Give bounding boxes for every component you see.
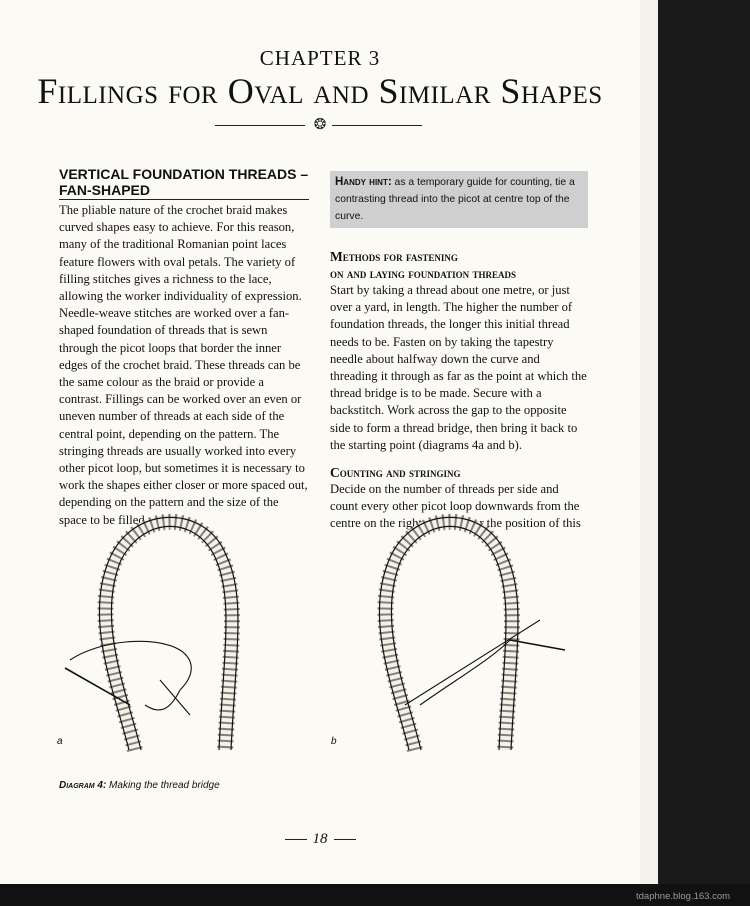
- diagram-label-b: b: [331, 736, 337, 747]
- page-number: [0, 831, 640, 848]
- subheading-methods: [330, 248, 588, 282]
- caption-text: Making the thread bridge: [106, 780, 220, 791]
- section-heading-line1: VERTICAL FOUNDATION THREADS –: [59, 166, 309, 182]
- right-column: [330, 171, 588, 533]
- diagram-label-a: a: [57, 736, 63, 747]
- watermark: tdaphne.blog.163.com: [636, 891, 731, 902]
- subheading-counting: Counting and stringing: [330, 465, 461, 481]
- chapter-label: CHAPTER 3: [259, 46, 381, 70]
- methods-paragraph: Start by taking a thread about one metre, or just over a yard, in length. The higher the number of foundation threads, the longer this initial thread needs to be. Fasten on by taking the tapestry needle about halfway down the curve and threading it through as far as the point at which the thread bridge is to be made. Secure with a backstitch. Work across the gap to the opposite side to form a thread bridge, then bring it back to the starting point (diagrams 4a and b).: [330, 283, 587, 452]
- hint-text: as a temporary guide for counting, tie a contrasting thread into the picot at centre top of the curve.: [335, 177, 575, 222]
- intro-paragraph: The pliable nature of the crochet braid makes curved shapes easy to achieve. For this reason, many of the traditional Romanian point laces feature flowers with oval petals. The variety of filling stitches gives a richness to the lace, allowing the worker individuality of expression. Needle-weave stitches are worked over a fan-shaped foundation of threads that is sewn through the picot loops that border the inner edges of the crochet braid. These threads can be the same colour as the braid or provide a contrast. Fillings can be worked over an even or uneven number of threads at each side of the central point, depending on the pattern. The stringing threads are usually worked into every other picot loop, but sometimes it is necessary to work the shapes either closer or more spaced out, depending on the pattern and the size of the space to be filled.: [59, 203, 308, 527]
- title-ornament: [0, 115, 640, 135]
- page-number-dash-left: [285, 839, 307, 840]
- section-heading: [59, 166, 309, 200]
- diagram-b: [379, 517, 565, 750]
- counting-paragraph: Decide on the number of threads per side and count every other picot loop downwards from the centre on the right. Remember the position of this: [330, 482, 581, 531]
- ornament-line-left: [215, 125, 305, 126]
- thread-bridge-diagram: [60, 500, 620, 770]
- left-column: [59, 166, 309, 529]
- hint-lead: Handy hint:: [335, 176, 392, 188]
- section-heading-line2: FAN-SHAPED: [59, 182, 309, 200]
- subheading-methods-line2: on and laying foundation threads: [330, 266, 517, 281]
- chapter-title: Fillings for Oval and Similar Shapes: [37, 71, 603, 111]
- page-edge: [640, 0, 658, 884]
- page-number-value: 18: [312, 831, 328, 847]
- ornament-line-right: [332, 125, 422, 126]
- diagram-a: [65, 517, 238, 750]
- flower-ornament-icon: ❂: [313, 117, 327, 133]
- page-number-dash-right: [334, 839, 356, 840]
- diagram-caption: [59, 780, 220, 791]
- subheading-methods-line1: Methods for fastening: [330, 249, 458, 264]
- caption-lead: Diagram 4:: [59, 780, 107, 791]
- handy-hint-box: [330, 171, 588, 228]
